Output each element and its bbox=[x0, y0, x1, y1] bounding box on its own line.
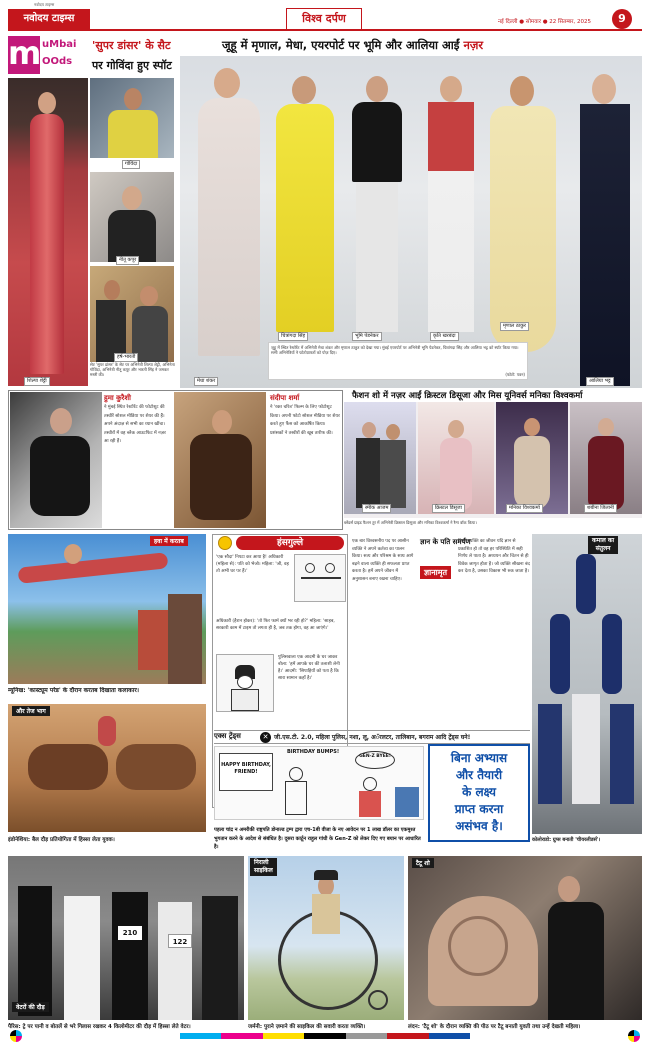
huma-body: ने मुंबई स्थित रेस्टोरेंट की फोटोशूट की तस्वीरें सोशल मीडिया पर शेयर की हैं। अपने अंदाज़ से सभी का ध्यान खींचा। तस्वीरों में वह ब्लैक आउटफिट में नज़र आ रही हैं। bbox=[104, 405, 166, 444]
trend-text: जी.एस.टी. 2.0, महिला पुलिस, नशा, लू, अॅरलटर, तालिबान, बगराम आदि ट्रेंड्स घने! bbox=[274, 734, 471, 741]
registration-mark-right bbox=[628, 1030, 640, 1042]
footer-color-bar bbox=[180, 1033, 470, 1039]
photo-airport bbox=[180, 56, 642, 388]
bull-caption: इंडोनेशिया: बैल दौड़ प्रतियोगिता में हिस्सा लेता युवक। bbox=[8, 837, 115, 843]
airport-headline-accent: नज़र bbox=[463, 38, 484, 52]
label-harsh: हर्ष-भारती bbox=[114, 353, 138, 362]
birthday-card: HAPPY BIRTHDAY, FRIEND! bbox=[219, 753, 273, 791]
label-fashion-2: क्रिस्टल डिसूजा bbox=[432, 504, 465, 513]
mumbai-logo bbox=[8, 36, 84, 74]
joke-cartoon-2 bbox=[216, 654, 274, 712]
label-fashion-1: स्मीक आजम bbox=[362, 504, 391, 513]
label-medha: मेधा शंकर bbox=[194, 377, 218, 386]
photo-fashion-1 bbox=[344, 402, 416, 514]
photo-neetu bbox=[90, 172, 174, 262]
bib-2: 122 bbox=[168, 934, 192, 948]
day: सोमवार bbox=[525, 19, 541, 25]
tag-air-stunt: हवा में करतब bbox=[150, 536, 188, 546]
fashion-row bbox=[344, 402, 642, 518]
waiters-caption: पैरिस: ट्रे पर पानी व बोतलें से भरे गिलास रखकर 4 किलोमीटर की दौड़ में हिस्सा लेते वेटर। bbox=[8, 1024, 191, 1030]
dateline: नई दिल्ली ● सोमवार ● 22 सितम्बर, 2025 bbox=[498, 19, 591, 25]
mumbai-headline-2: पर गोविंदा हुए स्पॉट bbox=[92, 59, 172, 72]
label-fashion-3: मनिका विश्वकर्मा bbox=[506, 504, 543, 513]
airport-caption: जूहू में स्थित रेस्टोरेंट में अभिनेत्री मेधा शंकर और मृणाल ठाकुर को देखा गया। मुंबई एयरपोर्ट पर अभिनेत्री भूमि पेडनेकर, चित्रांगदा सिंह और आलिया भट्ट को स्पॉट किया गया। सभी अभिनेत्रियों ने फोटोग्राफरों को पोज़ दिए। bbox=[271, 345, 519, 355]
page-number: 9 bbox=[612, 9, 632, 29]
photo-govinda bbox=[90, 78, 174, 158]
tag-balance bbox=[588, 536, 618, 554]
tag-waiters: वेटरों की दौड़ bbox=[12, 1002, 49, 1012]
sanya-body: ने 'रक्त चरित्र' फिल्म के लिए फोटोशूट किया। अपनी फोटो सोशल मीडिया पर शेयर करते हुए फैंस को आकर्षित किया। प्रशंसकों ने तस्वीरों की खूब तारीफ की। bbox=[270, 405, 340, 436]
tattoo-caption: लंदन: 'टैटू शो' के दौरान व्यक्ति की पीठ पर टैटू बनाती युवती तथा उन्हें देखती महिला। bbox=[408, 1024, 581, 1030]
bib-1: 210 bbox=[118, 926, 142, 940]
logo-umbai: uMbai bbox=[42, 39, 77, 50]
mumbai-headline-1: 'सुपर डांसर' के सैट bbox=[92, 39, 171, 52]
cartoon-caption: पहला चांद्र न अमरीकी राष्ट्रपति डोनाल्ड ट्रम्प द्वारा एच-1बी वीजा के नए आवेदन पर 1 लाख डॉलर का एकमुश्त भुगतान करने के आदेश से संबंधित है। दूसरा कार्टून राहुल गांधी के Gen-Z को लेकर दिए गए बयान पर आधारित है। bbox=[214, 827, 421, 850]
masthead: नवोदय टाइम्स bbox=[8, 9, 90, 29]
tag-bull: और तेज भाग bbox=[12, 706, 50, 716]
fashion-headline: फैशन शो में नज़र आईं क्रिस्टल डिसूजा और मिस यूनिवर्स मनिका विश्वकर्मा bbox=[352, 391, 583, 401]
joke-title: हंसगुल्ले bbox=[236, 536, 344, 550]
photo-shilpa bbox=[8, 78, 88, 386]
city: नई दिल्ली bbox=[498, 19, 518, 25]
joke-text-1: 'एक सौदा' निपटा कर आया है! अधिकारी (महिला से): पति को भेजो। महिला: 'जी, वह तो अभी घर पर हैं।' bbox=[216, 555, 289, 574]
label-chitrangda: चित्रांगदा सिंह bbox=[278, 332, 308, 341]
cartoon-panel bbox=[214, 746, 424, 820]
fashion-caption: ब्लेंडर्स प्राइड फैशन टूर में अभिनेत्री क्रिस्टल डिसूजा और मनिका विश्वकर्मा ने रैम्प वॉक किया। bbox=[344, 520, 477, 525]
photo-fashion-4 bbox=[570, 402, 642, 514]
joke-text-2: अधिकारी (हैरान होकर): 'तो फिर फार्म क्यों भर रही हो?' महिला: 'साहब, सरकारी काम में टाइम तो लगता ही है, जब तक होगा, वह आ जाएंगे।' bbox=[216, 619, 335, 631]
photo-cycle bbox=[248, 856, 404, 1020]
gyan-head: ज्ञान के पति समर्पण bbox=[420, 538, 471, 546]
huma-title: हुमा कुरैशी bbox=[104, 394, 131, 402]
quote-line-3: के लक्ष्य bbox=[462, 785, 496, 799]
logo-oods: OOds bbox=[42, 56, 73, 67]
trend-strip bbox=[214, 730, 530, 744]
registration-mark-left bbox=[10, 1030, 22, 1042]
photo-air-stunt bbox=[8, 534, 206, 684]
joke-smiley-icon bbox=[218, 536, 232, 550]
header-rule bbox=[8, 29, 642, 31]
cycle-caption: जर्मनी: पुराने ज़माने की साइकिल की सवारी करता व्यक्ति। bbox=[248, 1024, 366, 1030]
label-kriti: कृति खरबंदा bbox=[430, 332, 459, 341]
label-alia: आलिया भट्ट bbox=[586, 377, 614, 386]
tag-balance-2: संतुलन bbox=[595, 545, 611, 552]
airport-caption-box bbox=[268, 342, 528, 380]
photo-waiters bbox=[8, 856, 244, 1020]
edit-text: एक बार विश्वसनीय पद पर आसीन व्यक्ति ने अपने कर्तव्य का पालन किया। सत्य और परिश्रम के साथ आगे बढ़ने वाला व्यक्ति ही सफलता प्राप्त करता है। हमें अपने जीवन में अनुशासन बनाए रखना चाहिए। bbox=[352, 539, 414, 582]
airport-headline bbox=[222, 38, 483, 53]
trend-label: एक्स ट्रेंड्स bbox=[214, 732, 241, 740]
photo-harsh-bharti bbox=[90, 266, 174, 362]
airport-credit: (फोटो: पवन) bbox=[505, 372, 525, 377]
label-mrunal: मृणाल ठाकुर bbox=[500, 322, 529, 331]
quote-line-1: बिना अभ्यास bbox=[450, 751, 508, 765]
photo-cheerleaders bbox=[532, 534, 642, 834]
label-fashion-4: शबीना जिलानी bbox=[584, 504, 617, 513]
tag-tattoo: टैटू शो bbox=[412, 858, 434, 868]
genz-bubble: GEN-Z BYEE! bbox=[355, 751, 395, 769]
tag-cycle-2: साइकिल bbox=[254, 867, 273, 874]
photo-tattoo bbox=[408, 856, 642, 1020]
photo-fashion-2 bbox=[418, 402, 494, 514]
tag-cycle-1: निराली bbox=[254, 859, 269, 866]
air-caption: म्यूनिख: 'कास्ट्यूम परेड' के दौरान करतब दिखाता कलाकार। bbox=[8, 687, 140, 694]
quote-box bbox=[428, 744, 530, 842]
airport-headline-main: जूहू में मृणाल, मेधा, एयरपोर्ट पर भूमि और आलिया आईं bbox=[222, 38, 460, 52]
tag-cycle bbox=[250, 858, 277, 876]
sanya-title: संदीपा शर्मा bbox=[270, 394, 300, 402]
quote-line-2: और तैयारी bbox=[455, 768, 503, 782]
quote-line-4: प्राप्त करना bbox=[454, 802, 504, 816]
label-bhumi: भूमि पेडनेकर bbox=[352, 332, 382, 341]
quote-line-5: असंभव है। bbox=[455, 819, 503, 833]
date: 22 सितम्बर, 2025 bbox=[549, 19, 591, 25]
gyan-text: किसी व्यक्ति का जीवन यदि ज्ञान से प्रकाशित हो तो वह हर परिस्थिति में सही निर्णय ले पाता है। अध्ययन और चिंतन से ही विवेक जागृत होता है। जो व्यक्ति सीखना बंद कर देता है, उसका विकास भी रुक जाता है। bbox=[458, 539, 530, 574]
joke-cartoon-1 bbox=[294, 554, 346, 602]
tag-balance-1: कमाल का bbox=[592, 537, 615, 544]
mumbai-caption: सेट 'सुपर डांसर' के सेट पर अभिनेत्री शिल्पा शेट्टी, अभिनेता गोविंदा, अभिनेत्री नीतू कपूर और भारती सिंह ने जमकर मस्ती की। bbox=[90, 362, 175, 377]
birthday-bumps: BIRTHDAY BUMPS! bbox=[287, 749, 340, 755]
photo-sanya bbox=[174, 392, 266, 528]
trend-x-icon: ✕ bbox=[260, 732, 271, 743]
section-title: विश्व दर्पण bbox=[286, 8, 362, 29]
label-shilpa: शिल्पा शेट्टी bbox=[24, 377, 50, 386]
top-small-text: नवोदय टाइम्स bbox=[34, 2, 55, 7]
photo-huma bbox=[10, 392, 102, 528]
label-neetu: नीतू कपूर bbox=[116, 256, 139, 265]
photo-fashion-3 bbox=[496, 402, 568, 514]
gyan-tag: ज्ञानामृत bbox=[420, 566, 451, 579]
balance-caption: कोलोराडो: ग्रुप्स बनाती 'चीयरलीडर्स'। bbox=[532, 837, 601, 843]
joke-text-3: पुलिसवाला एक आदमी के घर जाकर बोला: 'हमें आपके घर की तलाशी लेनी है।' आदमी: 'सिपाहियों को पता है कि सारा सामान कहाँ है।' bbox=[278, 655, 340, 681]
label-govinda: गोविंदा bbox=[122, 160, 140, 169]
photo-bull-race bbox=[8, 704, 206, 832]
logo-m: m bbox=[8, 34, 42, 72]
